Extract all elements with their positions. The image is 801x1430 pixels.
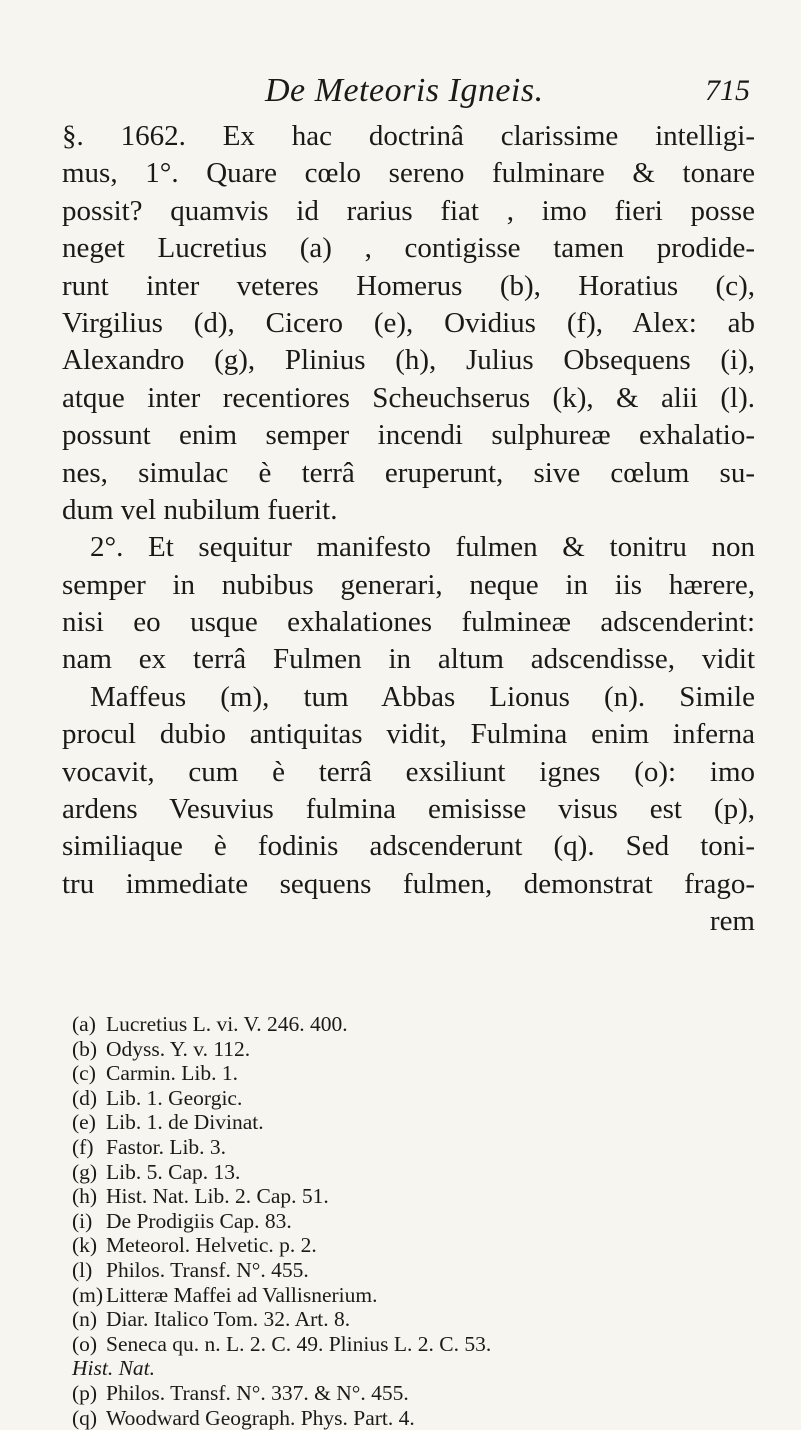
footnote-mark: (o)	[72, 1332, 106, 1357]
text-line: §. 1662. Ex hac doctrinâ clarissime intelligi-	[62, 118, 755, 155]
main-paragraph	[62, 118, 755, 941]
footnote-mark: (l)	[72, 1258, 106, 1283]
footnote	[72, 1012, 762, 1037]
footnote	[72, 1258, 762, 1283]
text-line: nam ex terrâ Fulmen in altum adscendisse, vidit	[62, 641, 755, 678]
text-line: procul dubio antiquitas vidit, Fulmina enim inferna	[62, 716, 755, 753]
footnote-text: Seneca qu. n. L. 2. C. 49. Plinius L. 2. C. 53.	[106, 1332, 491, 1356]
footnote	[72, 1283, 762, 1308]
footnote	[72, 1086, 762, 1111]
text-line: mus, 1°. Quare cœlo sereno fulminare & tonare	[62, 155, 755, 192]
footnote-text: Woodward Geograph. Phys. Part. 4.	[106, 1406, 415, 1430]
running-title: De Meteoris Igneis.	[265, 72, 544, 110]
footnote	[72, 1406, 762, 1430]
footnote-mark: (f)	[72, 1135, 106, 1160]
footnote-mark: (d)	[72, 1086, 106, 1111]
text-line: Alexandro (g), Plinius (h), Julius Obsequens (i),	[62, 342, 755, 379]
catchword: rem	[62, 903, 755, 940]
footnote-mark: (i)	[72, 1209, 106, 1234]
text-line: tru immediate sequens fulmen, demonstrat frago-	[62, 866, 755, 903]
footnote-text: Philos. Transf. N°. 337. & N°. 455.	[106, 1381, 409, 1405]
footnote-text: Carmin. Lib. 1.	[106, 1061, 238, 1085]
footnote-text: Lucretius L. vi. V. 246. 400.	[106, 1012, 348, 1036]
text-line: nes, simulac è terrâ eruperunt, sive cœlum su-	[62, 455, 755, 492]
footnote-text: De Prodigiis Cap. 83.	[106, 1209, 292, 1233]
footnotes	[72, 1012, 762, 1430]
footnote-mark: (e)	[72, 1110, 106, 1135]
page-number: 715	[705, 74, 750, 108]
footnote	[72, 1233, 762, 1258]
footnote	[72, 1110, 762, 1135]
footnote-mark: (q)	[72, 1406, 106, 1430]
footnote-mark: (k)	[72, 1233, 106, 1258]
footnote-mark: (m)	[72, 1283, 106, 1308]
footnote-text: Lib. 5. Cap. 13.	[106, 1160, 240, 1184]
footnote-mark: (g)	[72, 1160, 106, 1185]
footnote	[72, 1209, 762, 1234]
text-line: runt inter veteres Homerus (b), Horatius (c),	[62, 268, 755, 305]
footnote-mark: (b)	[72, 1037, 106, 1062]
footnote-mark: (h)	[72, 1184, 106, 1209]
footnote	[72, 1061, 762, 1086]
footnote-mark: (n)	[72, 1307, 106, 1332]
footnote	[72, 1307, 762, 1332]
text-line: possit? quamvis id rarius fiat , imo fieri posse	[62, 193, 755, 230]
text-line: Virgilius (d), Cicero (e), Ovidius (f), Alex: ab	[62, 305, 755, 342]
footnote-text: Lib. 1. de Divinat.	[106, 1110, 264, 1134]
text-line: vocavit, cum è terrâ exsiliunt ignes (o): imo	[62, 754, 755, 791]
footnote	[72, 1184, 762, 1209]
footnote-mark: (c)	[72, 1061, 106, 1086]
footnote	[72, 1135, 762, 1160]
text-line: nisi eo usque exhalationes fulmineæ adscenderint:	[62, 604, 755, 641]
footnote-text: Diar. Italico Tom. 32. Art. 8.	[106, 1307, 350, 1331]
footnote-text: Philos. Transf. N°. 455.	[106, 1258, 309, 1282]
text-line: ardens Vesuvius fulmina emisisse visus est (p),	[62, 791, 755, 828]
footnote	[72, 1160, 762, 1185]
footnote-continuation	[72, 1356, 762, 1381]
footnote-text: Meteorol. Helvetic. p. 2.	[106, 1233, 317, 1257]
footnote-text: Fastor. Lib. 3.	[106, 1135, 226, 1159]
text-line: similiaque è fodinis adscenderunt (q). Sed toni-	[62, 828, 755, 865]
footnote	[72, 1381, 762, 1406]
text-line: neget Lucretius (a) , contigisse tamen prodide-	[62, 230, 755, 267]
text-line: Maffeus (m), tum Abbas Lionus (n). Simile	[62, 679, 755, 716]
footnote-mark: (a)	[72, 1012, 106, 1037]
running-head	[60, 72, 750, 122]
text-line: atque inter recentiores Scheuchserus (k), & alii (l).	[62, 380, 755, 417]
footnote-text: Litteræ Maffei ad Vallisnerium.	[106, 1283, 377, 1307]
footnote	[72, 1037, 762, 1062]
footnote-mark: (p)	[72, 1381, 106, 1406]
text-line: dum vel nubilum fuerit.	[62, 492, 755, 529]
text-line: semper in nubibus generari, neque in iis hærere,	[62, 567, 755, 604]
footnote-text: Odyss. Y. v. 112.	[106, 1037, 250, 1061]
footnote-text: Lib. 1. Georgic.	[106, 1086, 242, 1110]
footnote-text: Hist. Nat. Lib. 2. Cap. 51.	[106, 1184, 329, 1208]
text-line: possunt enim semper incendi sulphureæ exhalatio-	[62, 417, 755, 454]
text-line: 2°. Et sequitur manifesto fulmen & tonitru non	[62, 529, 755, 566]
footnote	[72, 1332, 762, 1357]
footnote-text: Hist. Nat.	[72, 1356, 155, 1380]
